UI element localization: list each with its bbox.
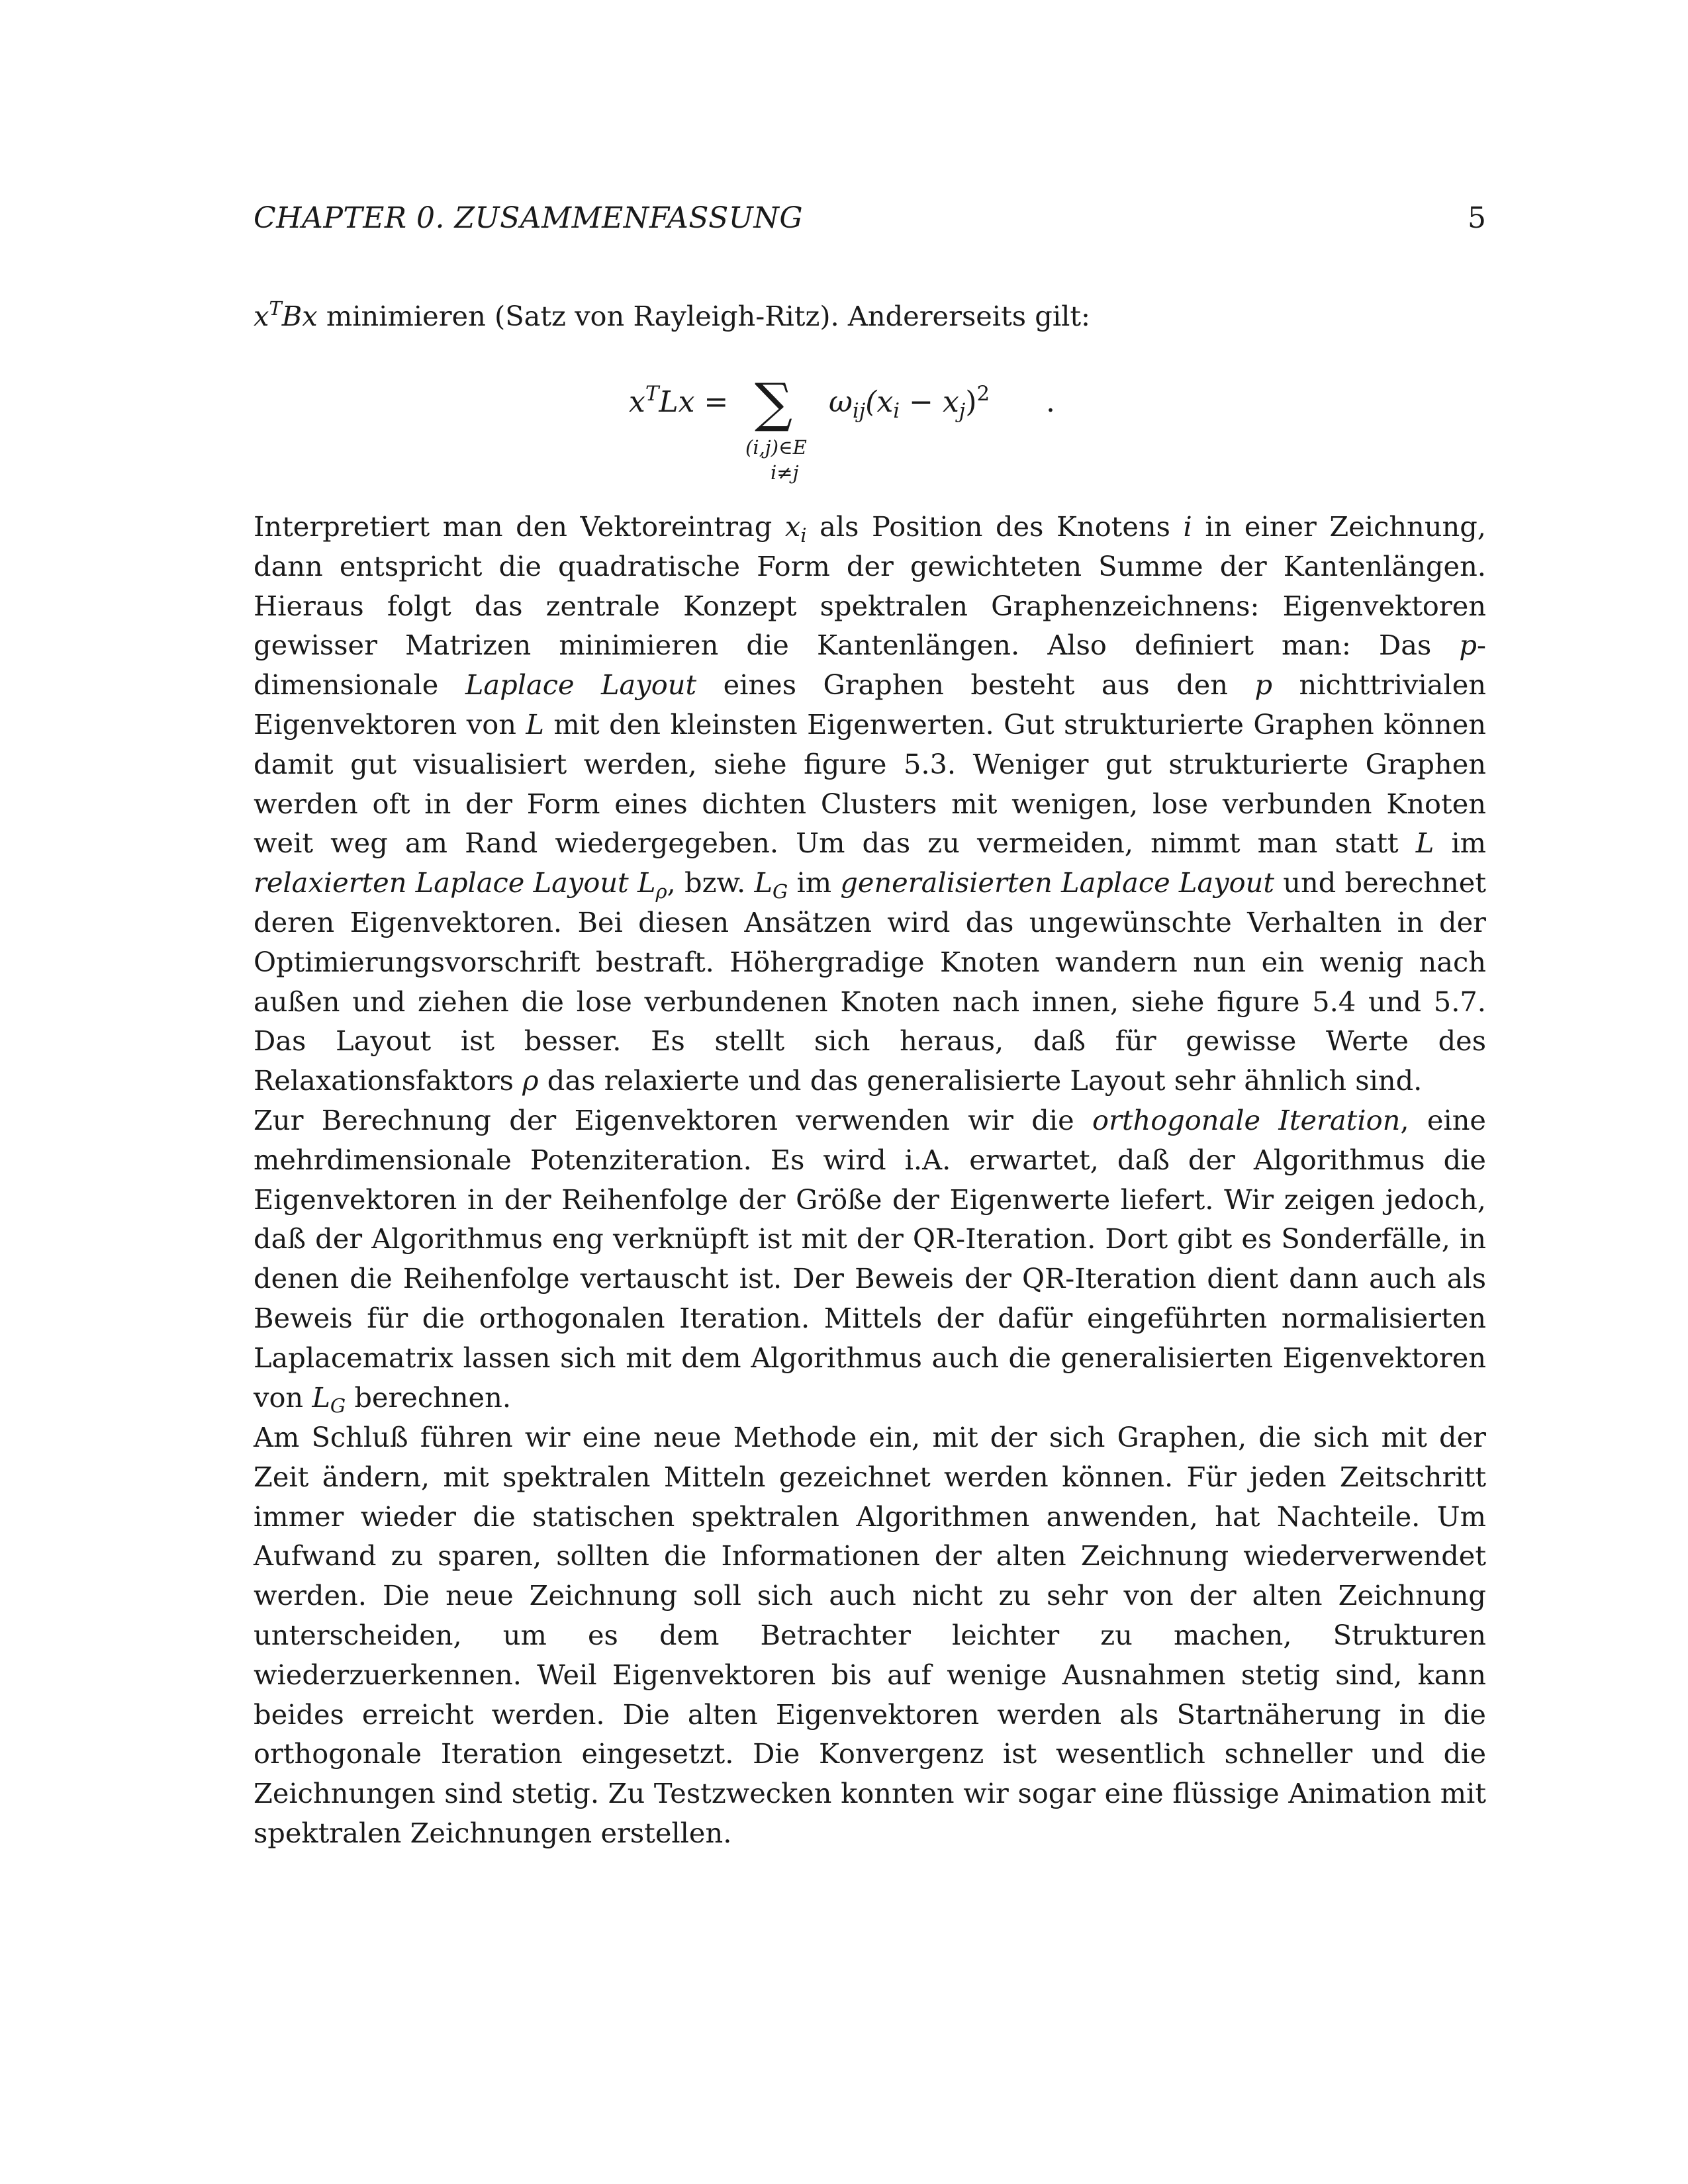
paragraph-intro-text: minimieren (Satz von Rayleigh-Ritz). Andererseits gilt:	[317, 300, 1091, 332]
text-run: Zur Berechnung der Eigenvektoren verwenden wir die	[254, 1104, 1092, 1136]
equation-rhs	[829, 383, 990, 422]
math-sub-i: i	[800, 523, 807, 547]
sigma-symbol: ∑	[755, 372, 793, 433]
math-rho: ρ	[522, 1064, 539, 1097]
paragraph-laplace-layout	[254, 507, 1486, 1101]
math-l: L	[1415, 827, 1434, 860]
text-run: -dimensionale	[254, 629, 1486, 702]
math-p: p	[1459, 629, 1477, 662]
emphasis-generalized-layout: generalisierten Laplace Layout	[840, 866, 1275, 899]
math-i: i	[1183, 510, 1192, 543]
paragraph-dynamic-graphs	[254, 1418, 1486, 1853]
sum-index-edges: (i,j)∈E	[745, 436, 807, 459]
text-run: , eine mehrdimensionale Potenziteration. Es wird i.A. erwartet, daß der Algorithmus die Eigenvektoren in der Reihenfolge der Größe der Eigenwerte liefert. Wir zeigen jedoch, daß der Algorithmus eng verknüpft ist mit der QR-Iteration. Dort gibt es Sonderfälle, in denen die Reihenfolge vertauscht ist. Der Beweis der QR-Iteration dient dann auch als Beweis für die orthogonalen Iteration. Mittels der dafür eingeführten normalisierten Laplacematrix lassen sich mit dem Algorithmus auch die generalisierten Eigenvektoren von	[254, 1104, 1486, 1414]
eq-sub-i: i	[893, 399, 900, 424]
eq-open: (x	[865, 385, 894, 419]
math-l-g: L	[754, 866, 773, 899]
text-run: Interpretiert man den Vektoreintrag	[254, 510, 785, 543]
eq-sup-2: 2	[976, 382, 990, 406]
chapter-title: CHAPTER 0. ZUSAMMENFASSUNG	[254, 201, 803, 235]
sum-index-neq: i≠j	[771, 461, 799, 484]
math-sub-rho: ρ	[655, 880, 667, 903]
eq-sup-t: T	[645, 382, 659, 406]
eq-sub-ij: ij	[852, 399, 866, 424]
text-run: nichttrivialen Eigenvektoren von	[254, 668, 1487, 741]
text-run: eines Graphen besteht aus den	[696, 668, 1255, 702]
running-head	[254, 199, 1486, 238]
text-run: im	[788, 866, 841, 899]
emphasis-laplace-layout: Laplace Layout	[465, 668, 697, 702]
text-run: berechnen.	[346, 1381, 512, 1414]
text-run: als Position des Knotens	[806, 510, 1184, 543]
page-number: 5	[1468, 201, 1486, 235]
math-sub-g: G	[773, 880, 788, 903]
text-run: im	[1434, 827, 1486, 860]
text-run: und berechnet deren Eigenvektoren. Bei diesen Ansätzen wird das ungewünschte Verhalten in der Optimierungsvorschrift bestraft. Höhergradige Knoten wandern nun ein wenig nach außen und ziehen die lose verbundenen Knoten nach innen, siehe figure 5.4 und 5.7. Das Layout ist besser. Es stellt sich heraus, daß für gewisse Werte des Relaxationsfaktors	[254, 866, 1487, 1097]
text-run: Am Schluß führen wir eine neue Methode ein, mit der sich Graphen, die sich mit der Zeit ändern, mit spektralen Mitteln gezeichnet werden können. Für jeden Zeitschritt immer wieder die statischen spektralen Algorithmen anwenden, hat Nachteile. Um Aufwand zu sparen, sollten die Informationen der alten Zeichnung wiederverwendet werden. Die neue Zeichnung soll sich auch nicht zu sehr von der alten Zeichnung unterscheiden, um es dem Betrachter leichter zu machen, Strukturen wiederzuerkennen. Weil Eigenvektoren bis auf wenige Ausnahmen stetig sind, kann beides erreicht werden. Die alten Eigenvektoren werden als Startnäherung in die orthogonale Iteration eingesetzt. Die Konvergenz ist wesentlich schneller und die Zeichnungen sind stetig. Zu Testzwecken konnten wir sogar eine flüssige Animation mit spektralen Zeichnungen erstellen.	[254, 1421, 1486, 1849]
math-x: x	[254, 300, 269, 332]
equation-lhs	[629, 383, 728, 422]
math-xi: x	[784, 510, 801, 543]
math-sub-g: G	[330, 1394, 346, 1418]
text-run: in einer Zeichnung, dann entspricht die quadratische Form der gewichteten Summe der Kantenlängen. Hieraus folgt das zentrale Konzept spektralen Graphenzeichnens: Eigenvektoren gewisser Matrizen minimieren die Kantenlängen. Also definiert man: Das	[254, 510, 1486, 662]
math-l: L	[526, 707, 544, 741]
math-l-rho: L	[637, 866, 656, 899]
eq-lx: Lx =	[659, 385, 729, 419]
eq-omega: ω	[829, 385, 853, 419]
math-bx: Bx	[281, 300, 318, 332]
paragraph-orthogonal-iteration	[254, 1101, 1486, 1417]
eq-minus: − x	[900, 385, 959, 419]
text-run: mit den kleinsten Eigenwerten. Gut strukturierte Graphen können damit gut visualisiert werden, siehe figure 5.3. Weniger gut strukturierte Graphen werden oft in der Form eines dichten Clusters mit wenigen, lose verbunden Knoten weit weg am Rand wiedergegeben. Um das zu vermeiden, nimmt man statt	[254, 707, 1486, 860]
paragraph-intro	[254, 296, 1486, 336]
math-sup-t: T	[269, 297, 282, 320]
emphasis-orthogonal-iteration: orthogonale Iteration	[1092, 1104, 1401, 1136]
emphasis-relaxed-layout: relaxierten Laplace Layout	[254, 866, 629, 899]
equation-period: .	[1046, 385, 1055, 419]
text-run: das relaxierte und das generalisierte Layout sehr ähnlich sind.	[538, 1064, 1423, 1097]
eq-x: x	[629, 385, 645, 419]
text-run: , bzw.	[667, 866, 755, 899]
eq-sub-j: j	[959, 399, 966, 424]
display-equation	[622, 371, 1099, 496]
math-p: p	[1254, 668, 1273, 702]
math-l-g: L	[312, 1381, 330, 1414]
text-run	[629, 866, 637, 899]
eq-close: )	[965, 385, 977, 419]
